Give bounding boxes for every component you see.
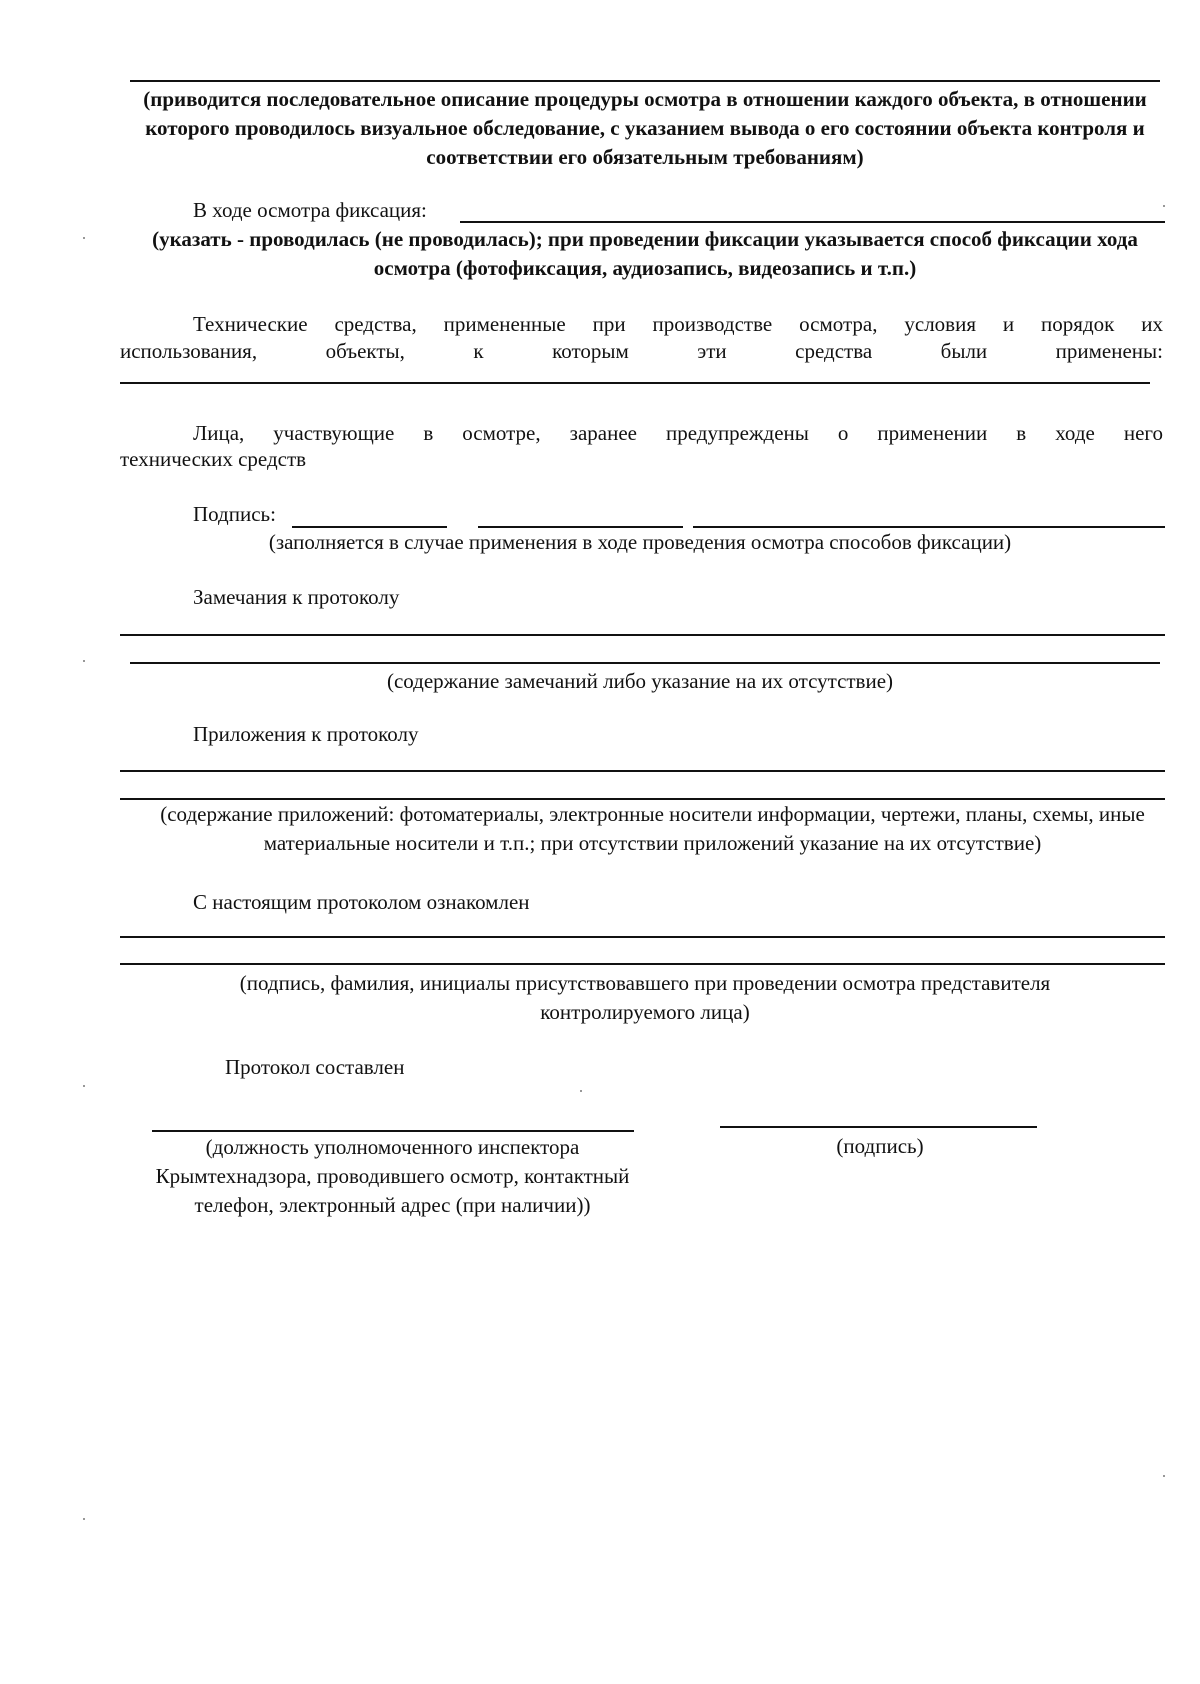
tech-means-line-2: использования, объекты, к которым эти средства были применены: (120, 339, 1163, 363)
signature-label: Подпись: (193, 502, 276, 526)
scan-speck (580, 1090, 582, 1092)
attachments-hint: (содержание приложений: фотоматериалы, электронные носители информации, чертежи, планы, схемы, иные материальные носители и т.п.; при отсутствии приложений указание на их отсутствие) (160, 802, 1145, 855)
inspector-signature-fill-line[interactable] (720, 1126, 1037, 1128)
acquainted-fill-line-2[interactable] (120, 963, 1165, 965)
tech-means-fill-line[interactable] (120, 382, 1150, 384)
remarks-label: Замечания к протоколу (193, 585, 400, 609)
participants-line-1: Лица, участвующие в осмотре, заранее предупреждены о применении в ходе него (193, 421, 1163, 445)
attachments-fill-line-1[interactable] (120, 770, 1165, 772)
compiled-label: Протокол составлен (225, 1055, 405, 1079)
participants-line-2: технических средств (120, 447, 307, 471)
scan-speck (83, 1518, 85, 1520)
acquainted-label: С настоящим протоколом ознакомлен (193, 890, 530, 914)
inspector-hint: (должность уполномоченного инспектора Крымтехнадзора, проводившего осмотр, контактный телефон, электронный адрес (при наличии)) (155, 1135, 630, 1217)
signature-caption: (подпись) (836, 1134, 924, 1158)
remarks-hint: (содержание замечаний либо указание на их отсутствие) (386, 669, 894, 693)
inspection-description-hint: (приводится последовательное описание процедуры осмотра в отношении каждого объекта, в отношении которого проводилось визуальное обследование, с указанием вывода о его состоянии объекта контроля и соответствии его обязательным требованиям) (143, 87, 1147, 169)
fixation-label: В ходе осмотра фиксация: (193, 198, 427, 222)
attachments-label: Приложения к протоколу (193, 722, 419, 746)
tech-means-line-1: Технические средства, примененные при производстве осмотра, условия и порядок их (193, 312, 1163, 336)
scan-speck (83, 237, 85, 239)
description-fill-line[interactable] (130, 80, 1160, 82)
acquainted-hint: (подпись, фамилия, инициалы присутствовавшего при проведении осмотра представителя контролируемого лица) (239, 971, 1051, 1024)
remarks-fill-line-2[interactable] (130, 662, 1160, 664)
acquainted-fill-line-1[interactable] (120, 936, 1165, 938)
fixation-fill-line[interactable] (460, 221, 1165, 223)
inspector-fill-line[interactable] (152, 1130, 634, 1132)
scan-speck (83, 660, 85, 662)
scan-speck (83, 1085, 85, 1087)
remarks-fill-line-1[interactable] (120, 634, 1165, 636)
signature-hint: (заполняется в случае применения в ходе проведения осмотра способов фиксации) (268, 530, 1012, 554)
fixation-hint: (указать - проводилась (не проводилась); при проведении фиксации указывается способ фиксации хода осмотра (фотофиксация, аудиозапись, видеозапись и т.п.) (152, 227, 1138, 280)
scan-speck (1163, 205, 1165, 207)
scan-speck (1163, 1475, 1165, 1477)
